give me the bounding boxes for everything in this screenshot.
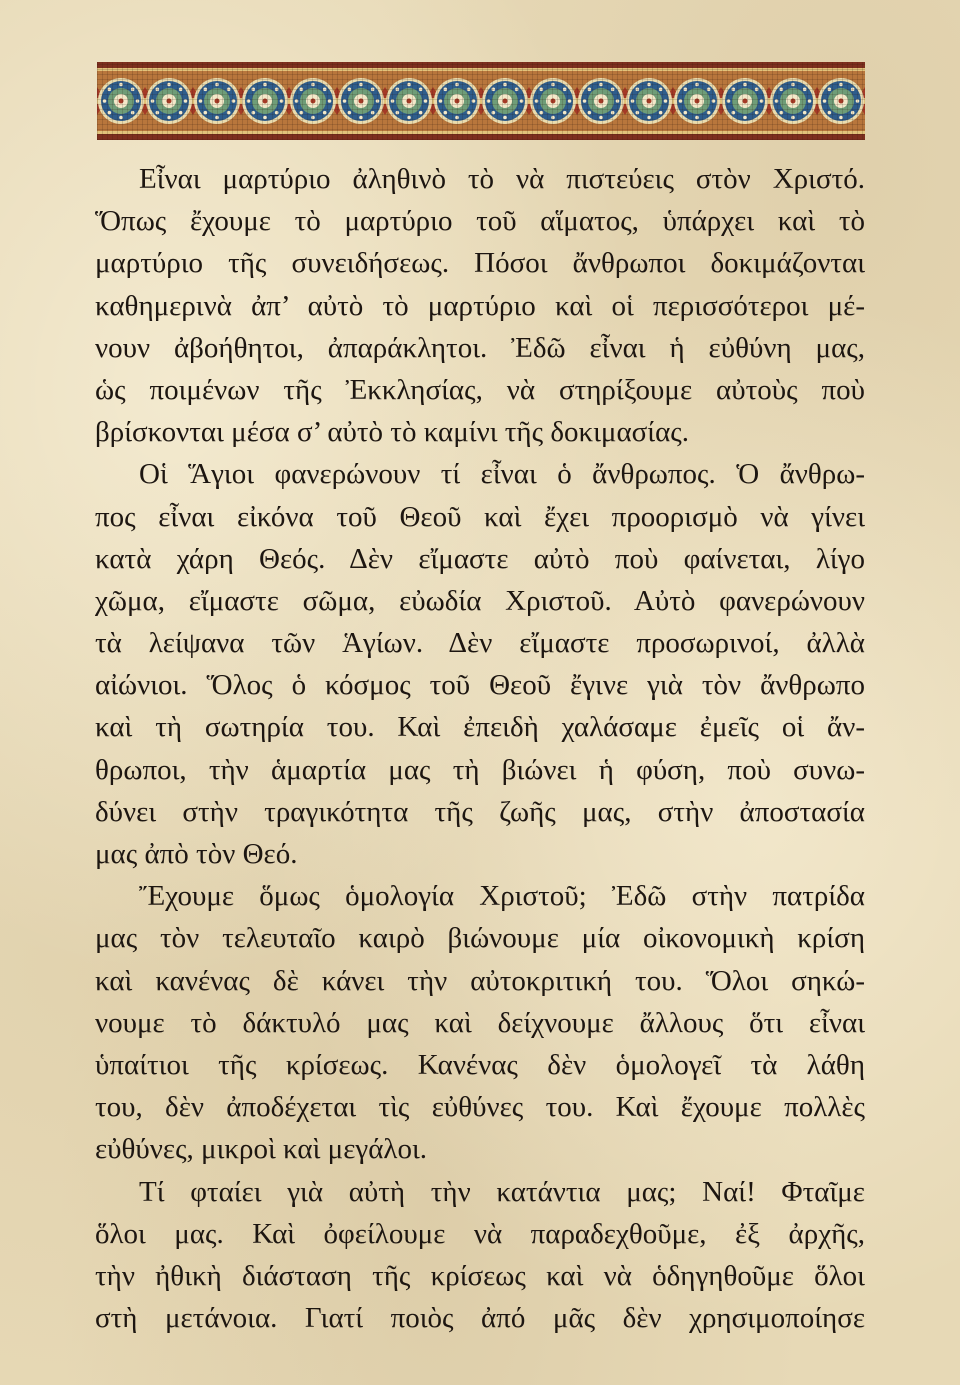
text-line: πος εἶναι εἰκόνα τοῦ Θεοῦ καὶ ἔχει προορισμὸ νὰ γίνει	[95, 500, 865, 533]
text-line: αἰώνιοι. Ὅλος ὁ κόσμος τοῦ Θεοῦ ἔγινε γιὰ τὸν ἄνθρωπο	[95, 669, 865, 702]
mosaic-roundel	[722, 78, 768, 124]
text-line: τὴν ἠθικὴ διάσταση τῆς κρίσεως καὶ νὰ ὁδηγηθοῦμε ὅλοι	[95, 1259, 865, 1292]
text-line: καὶ τὴ σωτηρία του. Καὶ ἐπειδὴ χαλάσαμε ἐμεῖς οἱ ἄν-	[95, 711, 865, 744]
mosaic-border-top	[97, 62, 865, 68]
paragraph	[95, 875, 865, 1170]
text-line: Οἱ Ἅγιοι φανερώνουν τί εἶναι ὁ ἄνθρωπος. Ὁ ἄνθρω-	[139, 458, 865, 491]
text-line: Εἶναι μαρτύριο ἀληθινὸ τὸ νὰ πιστεύεις στὸν Χριστό.	[139, 163, 865, 195]
mosaic-border-bottom-gold	[97, 131, 865, 134]
text-line: εὐθύνες, μικροὶ καὶ μεγάλοι.	[95, 1133, 427, 1166]
text-line: κατὰ χάρη Θεός. Δὲν εἴμαστε αὐτὸ ποὺ φαίνεται, λίγο	[95, 542, 865, 575]
mosaic-roundel	[146, 78, 192, 124]
mosaic-border-bottom	[97, 134, 865, 140]
text-line: βρίσκονται μέσα σ’ αὐτὸ τὸ καμίνι τῆς δοκιμασίας.	[95, 416, 690, 449]
page-text	[95, 158, 865, 1339]
text-line: τὰ λείψανα τῶν Ἁγίων. Δὲν εἴμαστε προσωρινοί, ἀλλὰ	[95, 627, 865, 660]
text-line: ὅλοι μας. Καὶ ὀφείλουμε νὰ παραδεχθοῦμε, ἐξ ἀρχῆς,	[95, 1217, 865, 1250]
mosaic-roundel	[578, 78, 624, 124]
text-line: καθημερινὰ ἀπ’ αὐτὸ τὸ μαρτύριο καὶ οἱ περισσότεροι μέ-	[95, 289, 865, 322]
text-line: στὴ μετάνοια. Γιατί ποιὸς ἀπό μᾶς δὲν χρησιμοποίησε	[95, 1302, 865, 1335]
mosaic-ornament-icon	[97, 62, 865, 140]
text-line: νουν ἀβοήθητοι, ἀπαράκλητοι. Ἐδῶ εἶναι ἡ εὐθύνη μας,	[95, 331, 865, 364]
paragraph	[95, 158, 865, 453]
text-line: Ἔχουμε ὅμως ὁμολογία Χριστοῦ; Ἐδῶ στὴν πατρίδα	[139, 880, 865, 913]
text-line: μας ἀπὸ τὸν Θεό.	[95, 838, 298, 870]
text-line: του, δὲν ἀποδέχεται τὶς εὐθύνες του. Καὶ ἔχουμε πολλὲς	[95, 1091, 865, 1124]
paragraph	[95, 1171, 865, 1340]
mosaic-roundel	[386, 78, 432, 124]
mosaic-roundel	[482, 78, 528, 124]
text-line: χῶμα, εἴμαστε σῶμα, εὐωδία Χριστοῦ. Αὐτὸ φανερώνουν	[95, 584, 865, 617]
text-line: Ὅπως ἔχουμε τὸ μαρτύριο τοῦ αἵματος, ὑπάρχει καὶ τὸ	[95, 205, 865, 238]
mosaic-roundel	[434, 78, 480, 124]
mosaic-roundel	[626, 78, 672, 124]
text-line: μαρτύριο τῆς συνειδήσεως. Πόσοι ἄνθρωποι δοκιμάζονται	[95, 247, 865, 280]
text-line: μας τὸν τελευταῖο καιρὸ βιώνουμε μία οἰκονομικὴ κρίση	[95, 922, 865, 955]
paragraph	[95, 453, 865, 875]
mosaic-banner	[97, 62, 865, 140]
text-line: θρωποι, τὴν ἁμαρτία μας τὴ βιώνει ἡ φύση, ποὺ συνω-	[95, 753, 865, 786]
text-line: Τί φταίει γιὰ αὐτὴ τὴν κατάντια μας; Ναί! Φταῖμε	[139, 1175, 865, 1208]
mosaic-roundel	[194, 78, 240, 124]
mosaic-roundel	[98, 78, 144, 124]
text-line: ὡς ποιμένων τῆς Ἐκκλησίας, νὰ στηρίξουμε αὐτοὺς ποὺ	[95, 373, 865, 406]
mosaic-roundel	[290, 78, 336, 124]
text-line: ὑπαίτιοι τῆς κρίσεως. Κανένας δὲν ὁμολογεῖ τὰ λάθη	[95, 1048, 865, 1081]
mosaic-border-top-gold	[97, 68, 865, 71]
mosaic-roundel	[242, 78, 288, 124]
text-line: δύνει στὴν τραγικότητα τῆς ζωῆς μας, στὴν ἀποστασία	[95, 795, 865, 828]
mosaic-roundel	[818, 78, 864, 124]
mosaic-roundel	[770, 78, 816, 124]
text-line: καὶ κανένας δὲ κάνει τὴν αὐτοκριτική του. Ὅλοι σηκώ-	[95, 964, 865, 997]
mosaic-roundel	[674, 78, 720, 124]
mosaic-roundel	[338, 78, 384, 124]
text-line: νουμε τὸ δάκτυλό μας καὶ δείχνουμε ἄλλους ὅτι εἶναι	[95, 1006, 865, 1039]
mosaic-roundel	[530, 78, 576, 124]
